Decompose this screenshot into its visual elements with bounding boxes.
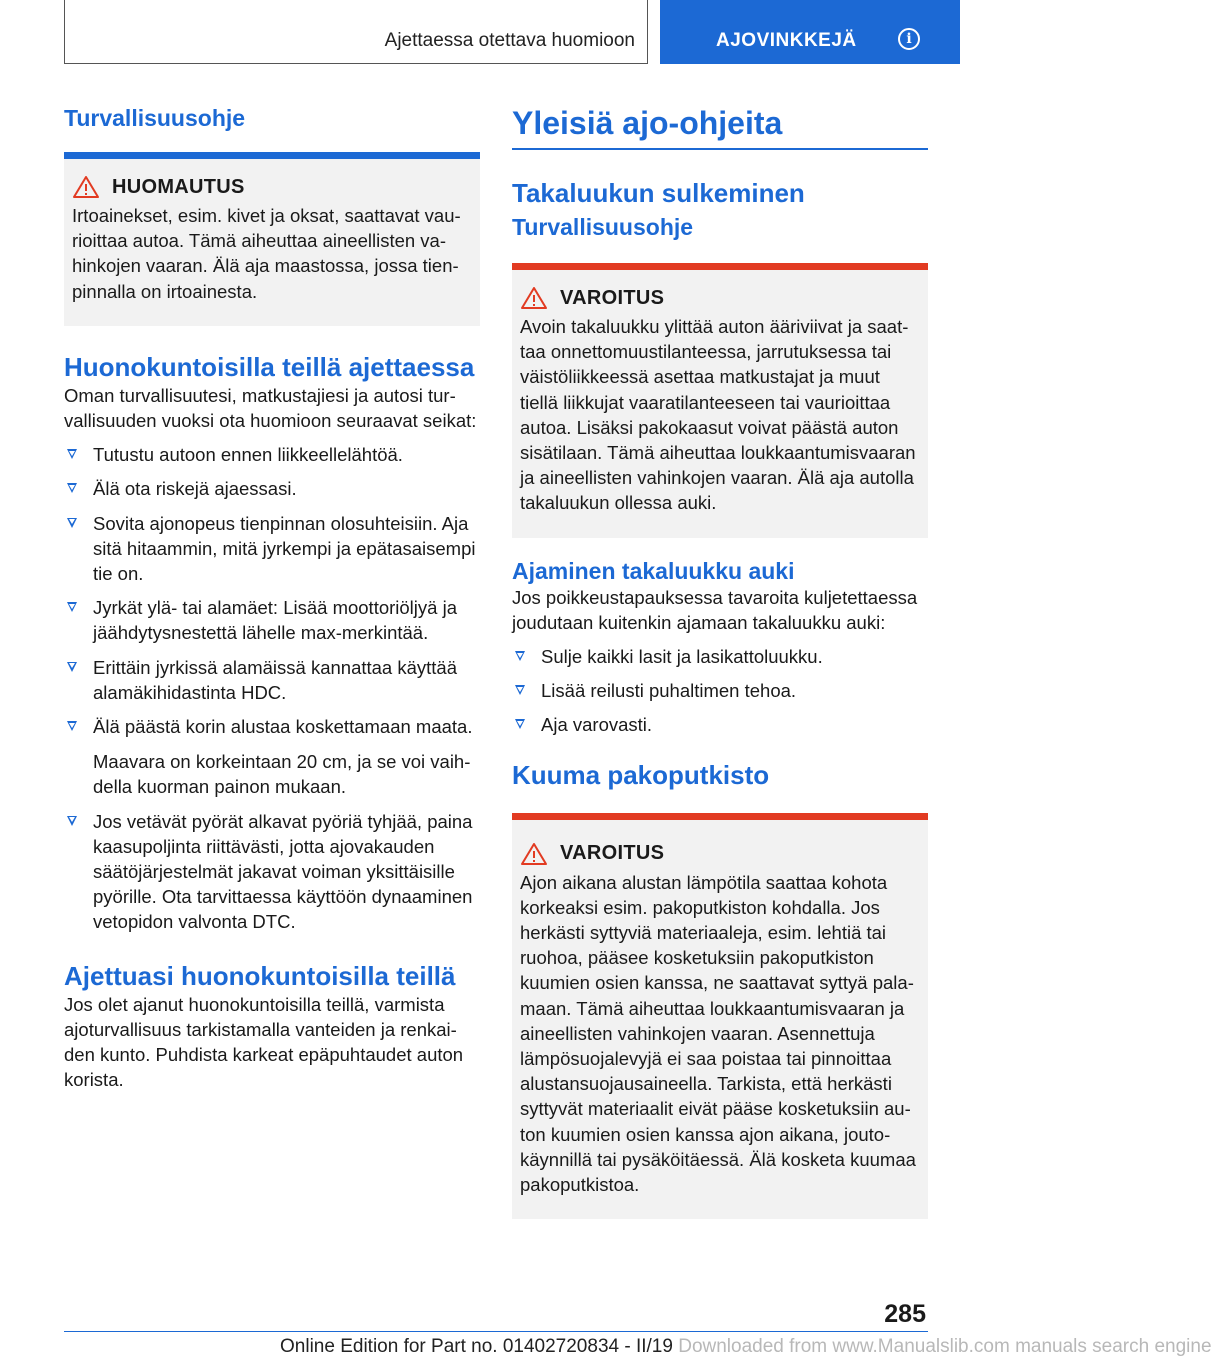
warning-header	[520, 286, 920, 310]
section-title: Ajettaessa otettava huomioon	[384, 30, 635, 51]
warning-box-tailgate	[512, 270, 928, 538]
rough-roads-intro: Oman turvallisuutesi, matkustajiesi ja autosi turvallisuuden vuoksi ota huomioon seuraavat seikat:	[64, 384, 477, 432]
after-rough-roads-heading: Ajettuasi huonokuntoisilla teillä	[64, 960, 456, 991]
notice-header	[72, 175, 472, 199]
triangle-bullet-icon	[515, 719, 525, 729]
list-item: Jos vetävät pyörät alkavat pyöriä tyhjää, paina kaasupoljinta riittävästi, jotta ajovakauden säätöjärjestelmät jakavat voiman yksittäisille pyörille. Ota tarvittaessa käyttöön dynaaminen vetopidon valvonta DTC.	[64, 809, 480, 935]
list-item: Tutustu autoon ennen liikkeellelähtöä.	[64, 442, 480, 467]
notice-label: HUOMAUTUS	[112, 175, 245, 198]
triangle-bullet-icon	[67, 518, 77, 528]
list-item: Aja varovasti.	[512, 712, 928, 737]
warning-triangle-icon	[520, 842, 548, 866]
edition-text: Online Edition for Part no. 01402720834 - II/19	[280, 1336, 673, 1357]
list-item: Älä päästä korin alustaa koskettamaan maata.	[64, 714, 480, 739]
open-tailgate-list	[512, 644, 928, 738]
rough-roads-list	[64, 442, 480, 739]
right-column	[512, 100, 928, 1219]
triangle-bullet-icon	[515, 685, 525, 695]
list-item: Sovita ajonopeus tienpinnan olosuhteisiin. Aja sitä hitaammin, mitä jyrkempi ja epätasaisempi tie on.	[64, 511, 480, 587]
open-tailgate-intro: Jos poikkeustapauksessa tavaroita kuljetettaessa joudutaan kuitenkin ajamaan takaluukku auki:	[512, 586, 918, 633]
warning-label: VAROITUS	[560, 286, 665, 309]
warning-triangle-icon	[72, 175, 100, 199]
warning-text: Avoin takaluukku ylittää auton ääriviivat ja saattaa onnettomuustilanteessa, jarrutuksessa tai väistöliikkeessä asettaa matkustajat ja muut tiellä liikkujat vaaratilanteeseen tai vaurioittaa autoa. Lisäksi pakokaasut voivat päästä auton sisätilaan. Tämä aiheuttaa loukkaantumisvaaran ja aineellisten vahinkojen vaaran. Älä aja autolla takaluukun ollessa auki.	[520, 316, 916, 514]
warning-triangle-icon	[520, 286, 548, 310]
rough-roads-list-cont	[64, 809, 480, 935]
tab-label: AJOVINKKEJÄ	[716, 30, 857, 51]
rough-roads-heading: Huonokuntoisilla teillä ajettaessa	[64, 351, 475, 382]
page-number: 285	[884, 1300, 926, 1328]
after-rough-roads-text: Jos olet ajanut huonokuntoisilla teillä, varmista ajoturvallisuus tarkistamalla vanteiden ja renkaiden kunto. Puhdista karkeat epäpuhtaudet auton korista.	[64, 993, 464, 1091]
triangle-bullet-icon	[67, 449, 77, 459]
tailgate-heading: Takaluukun sulkeminen	[512, 178, 805, 208]
notice-box	[64, 159, 480, 326]
open-tailgate-heading: Ajaminen takaluukku auki	[512, 557, 795, 584]
notice-text: Irtoainekset, esim. kivet ja oksat, saattavat vaurioittaa autoa. Tämä aiheuttaa aineellisten vahinkojen vaaran. Älä aja maastossa, jossa tienpinnalla on irtoainesta.	[72, 205, 461, 302]
info-circle-icon[interactable]: i	[898, 28, 920, 50]
footer-edition	[280, 1336, 1212, 1358]
safety-heading: Turvallisuusohje	[64, 105, 480, 159]
tab-ajovinkkeja[interactable]	[660, 0, 960, 64]
tailgate-safety-heading: Turvallisuusohje	[512, 214, 928, 270]
list-item: Jyrkät ylä- tai alamäet: Lisää moottoriöljyä ja jäähdytysnestettä lähelle max-merkintää.	[64, 595, 480, 645]
warning-header	[520, 842, 920, 866]
footer-divider	[64, 1331, 928, 1332]
list-item: Lisää reilusti puhaltimen tehoa.	[512, 678, 928, 703]
triangle-bullet-icon	[67, 662, 77, 672]
triangle-bullet-icon	[67, 816, 77, 826]
clearance-note: Maavara on korkeintaan 20 cm, ja se voi vaihdella kuorman painon mukaan.	[93, 751, 471, 798]
warning-label: VAROITUS	[560, 842, 665, 865]
triangle-bullet-icon	[515, 651, 525, 661]
watermark-text: Downloaded from www.Manualslib.com manuals search engine	[678, 1336, 1212, 1357]
left-column	[64, 100, 480, 1092]
exhaust-heading: Kuuma pakoputkisto	[512, 759, 770, 790]
list-item: Sulje kaikki lasit ja lasikattoluukku.	[512, 644, 928, 669]
main-heading: Yleisiä ajo-ohjeita	[512, 105, 928, 150]
triangle-bullet-icon	[67, 602, 77, 612]
warning-box-exhaust	[512, 813, 928, 1220]
header-section-box	[64, 0, 648, 64]
warning-text: Ajon aikana alustan lämpötila saattaa kohota korkeaksi esim. pakoputkiston kohdalla. Jos herkästi syttyviä materiaaleja, esim. lehtiä tai ruohoa, pääsee kosketuksiin pakoputkiston kuumien osien kanssa, ne saattavat syttyä palamaan. Tämä aiheuttaa loukkaantumisvaaran ja aineellisten vahinkojen vaaran. Asennettuja lämpösuojalevyjä ei saa poistaa tai pinnoittaa alustansuojausaineella. Tarkista, että herkästi syttyvät materiaalit eivät pääse kosketuksiin auton kuumien osien kanssa ajon aikana, joutokäynnillä tai pysäköitäessä. Älä kosketa kuumaa pakoputkistoa.	[520, 871, 916, 1196]
triangle-bullet-icon	[67, 721, 77, 731]
list-item: Erittäin jyrkissä alamäissä kannattaa käyttää alamäkihidastinta HDC.	[64, 655, 480, 705]
list-item: Älä ota riskejä ajaessasi.	[64, 476, 480, 501]
triangle-bullet-icon	[67, 483, 77, 493]
